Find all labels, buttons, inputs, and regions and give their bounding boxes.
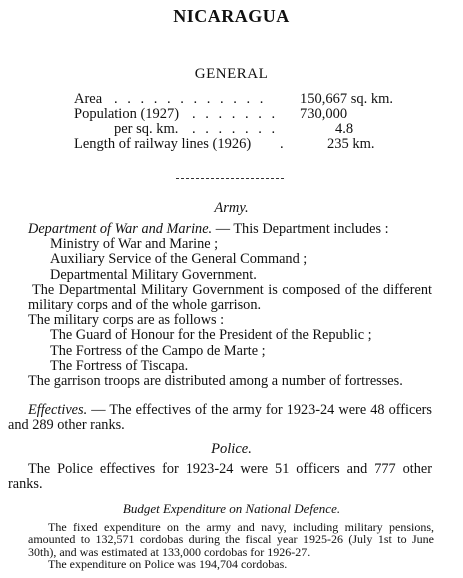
stat-population-value: 730,000	[300, 106, 348, 122]
effectives-text: — The effectives of the army for 1923-24 were 48 officers and 289 other ranks.	[8, 402, 432, 434]
stat-railway	[74, 137, 404, 152]
department-intro: — This Department includes :	[212, 221, 389, 237]
stat-area-label: Area	[74, 91, 103, 107]
general-stats	[74, 92, 404, 152]
stat-population-label: Population (1927)	[74, 106, 180, 122]
department-title: Department of War and Marine.	[28, 221, 213, 237]
country-title: NICARAGUA	[173, 6, 290, 26]
stat-per-sqkm	[74, 122, 404, 137]
stat-area-value: 150,667 sq. km.	[300, 91, 394, 107]
army-department-block	[28, 222, 432, 389]
leader-dots: . . . . . . .	[192, 121, 279, 137]
budget-heading: Budget Expenditure on National Defence.	[122, 501, 341, 516]
stat-railway-value: 235 km.	[327, 136, 375, 152]
section-divider	[176, 178, 284, 179]
stat-per-sqkm-value: 4.8	[335, 121, 354, 137]
corps-item: The Guard of Honour for the President of the Republic ;	[50, 327, 372, 344]
budget-paragraph: The fixed expenditure on the army and navy, including military pensions, amounted to 132,571 cordobas during the fiscal year 1925-26 (July 1st to June 30th), and was estimated at 133,000 cordobas for 1926-27.	[28, 520, 434, 559]
effectives-title: Effectives.	[28, 402, 88, 418]
police-expenditure: The expenditure on Police was 194,704 cordobas.	[48, 557, 288, 571]
leader-dots: . . . . . . . . . . . .	[114, 91, 267, 107]
stat-population	[74, 107, 404, 122]
leader-dots: . . . . . . .	[192, 106, 279, 122]
police-paragraph: The Police effectives for 1923-24 were 51 officers and 777 other ranks.	[8, 461, 432, 493]
army-heading: Army.	[214, 200, 249, 216]
stat-area	[74, 92, 404, 107]
corps-item: The Fortress of Tiscapa.	[50, 357, 189, 374]
corps-intro: The military corps are as follows :	[28, 312, 225, 329]
garrison-paragraph: The garrison troops are distributed among a number of fortresses.	[28, 373, 403, 390]
department-line	[28, 222, 432, 237]
department-item: Auxiliary Service of the General Command ;	[50, 251, 308, 268]
stat-railway-label: Length of railway lines (1926)	[74, 136, 252, 152]
corps-item: The Fortress of the Campo de Marte ;	[50, 342, 266, 359]
leader-dots: .	[280, 136, 287, 152]
composition-paragraph: The Departmental Military Government is composed of the different military corps and of the whole garrison.	[28, 281, 432, 314]
stat-per-sqkm-label: per sq. km.	[114, 121, 179, 137]
effectives-paragraph	[8, 403, 432, 433]
department-item: Departmental Military Government.	[50, 266, 257, 283]
department-item: Ministry of War and Marine ;	[50, 236, 219, 253]
police-heading: Police.	[211, 441, 252, 457]
general-heading: GENERAL	[194, 66, 269, 82]
